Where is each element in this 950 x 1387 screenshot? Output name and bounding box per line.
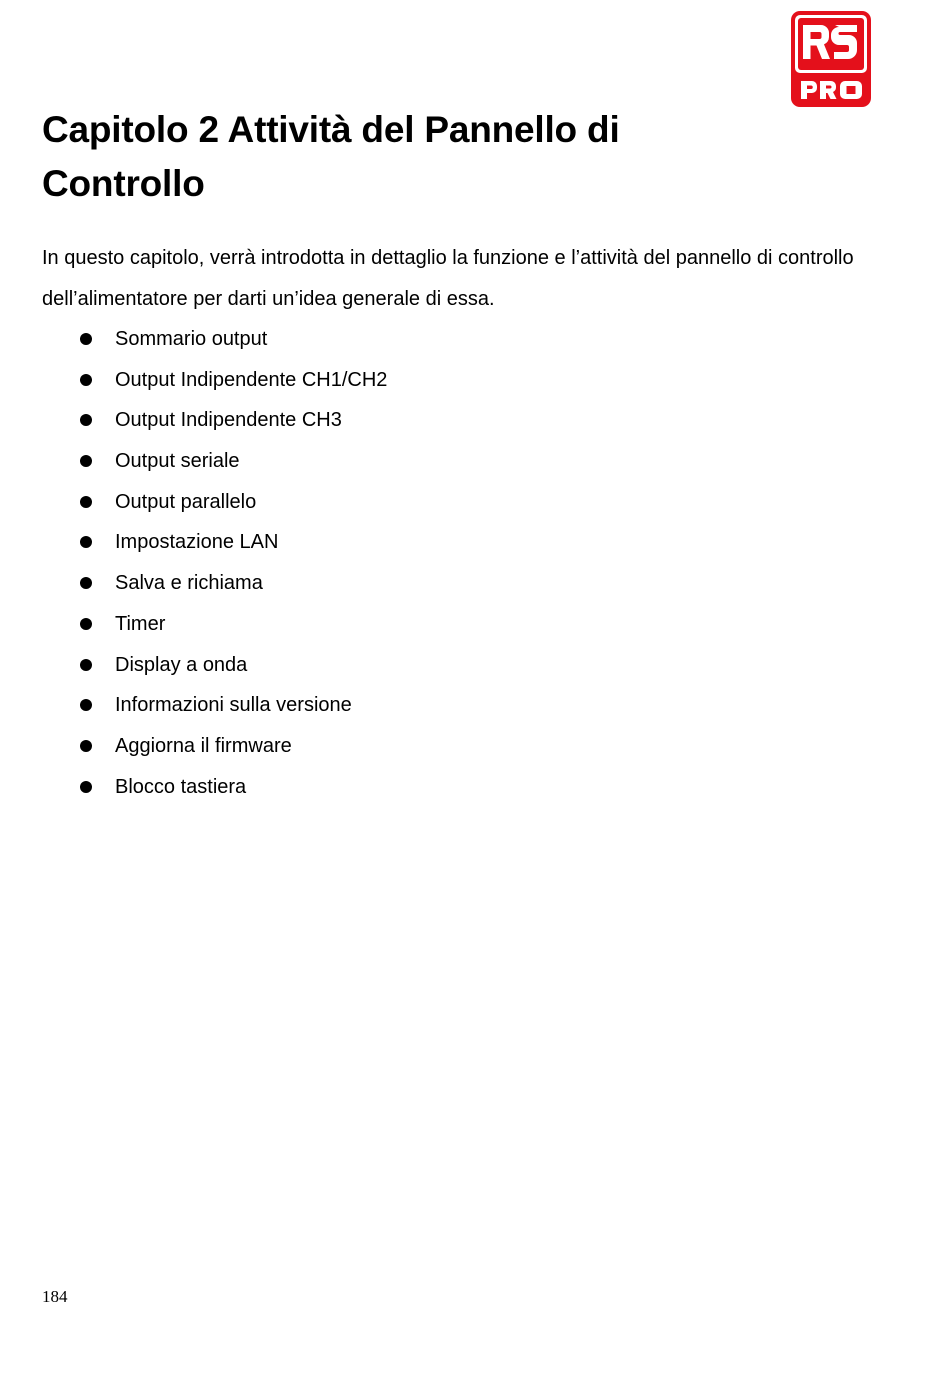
topic-label: Salva e richiama [115, 572, 263, 595]
bullet-icon [80, 781, 92, 793]
bullet-icon [80, 740, 92, 752]
topic-label: Blocco tastiera [115, 775, 247, 798]
topic-label: Display a onda [115, 653, 248, 676]
topic-label: Aggiorna il firmware [115, 734, 292, 757]
bullet-icon [80, 699, 92, 711]
topic-label: Output Indipendente CH1/CH2 [115, 368, 388, 391]
bullet-icon [80, 536, 92, 548]
bullet-icon [80, 374, 92, 386]
bullet-icon [80, 659, 92, 671]
rs-pro-logo [790, 10, 872, 108]
topic-label: Impostazione LAN [115, 531, 279, 554]
topic-label: Output seriale [115, 450, 240, 473]
topic-label: Output parallelo [115, 490, 257, 513]
topic-label: Timer [115, 612, 166, 635]
bullet-icon [80, 577, 92, 589]
topic-label: Informazioni sulla versione [115, 694, 352, 717]
topic-label: Sommario output [115, 328, 268, 350]
bullet-icon [80, 496, 92, 508]
topic-label: Output Indipendente CH3 [115, 409, 342, 432]
bullet-icon [80, 414, 92, 426]
chapter-title: Capitolo 2 Attività del Pannello di Controllo [42, 109, 620, 204]
bullet-icon [80, 618, 92, 630]
bullet-icon [80, 333, 92, 345]
page-number: 184 [42, 1287, 68, 1306]
bullet-icon [80, 455, 92, 467]
chapter-intro: In questo capitolo, verrà introdotta in dettaglio la funzione e l’attività del pannello di controllo dell’alimentatore per darti un’idea generale di essa. [42, 247, 854, 310]
